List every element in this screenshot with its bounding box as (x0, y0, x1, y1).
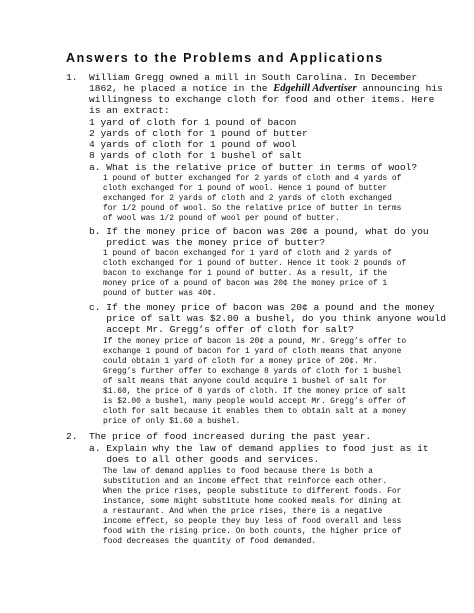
question-2-number: 2. (66, 431, 78, 442)
extract-line: 1 yard of cloth for 1 pound of bacon (89, 117, 297, 128)
answer-1a-line: of wool was 1/2 pound of wool per pound of butter. (103, 214, 340, 223)
question-1c-line: accept Mr. Gregg’s offer of cloth for salt? (89, 324, 354, 335)
answer-2a-line: food with the rising price. On both counts, the higher price of (103, 527, 402, 536)
question-1a-text: a. What is the relative price of butter in terms of wool? (89, 162, 418, 173)
answer-2a-line: income effect, so people they buy less of food overall and less (103, 517, 402, 526)
question-2-line-1: The price of food increased during the past year. (89, 431, 372, 442)
answer-1a-line: for 1/2 pound of wool. So the relative price of butter in terms (103, 204, 402, 213)
question-1-number: 1. (66, 72, 78, 83)
question-2a-line: does to all other goods and services. (89, 454, 320, 465)
question-1c-line: c. If the money price of bacon was 20¢ a pound and the money (89, 302, 435, 313)
question-1b-line: b. If the money price of bacon was 20¢ a pound, what do you (89, 226, 429, 237)
answer-1a-line: exchanged for 2 yards of cloth and 2 yards of cloth exchanged (103, 194, 392, 203)
answer-1c-line: Gregg’s further offer to exchange 8 yards of cloth for 1 bushel (103, 367, 402, 376)
answer-1c-line: could obtain 1 yard of cloth for a money price of 20¢. Mr. (103, 357, 378, 366)
answer-2a-line: a restaurant. And when the price rises, there is a negative (103, 507, 383, 516)
answer-1a-line: 1 pound of butter exchanged for 2 yards of cloth and 4 yards of (103, 174, 402, 183)
answer-2a-line: instance, some might substitute home cooked meals for dining at (103, 497, 402, 506)
question-1-line-2 (89, 83, 443, 94)
answer-1a-line: cloth exchanged for 1 pound of wool. Hence 1 pound of butter (103, 184, 388, 193)
answer-1b-line: cloth exchanged for 1 pound of butter. Hence it took 2 pounds of (103, 259, 407, 268)
newspaper-name: Edgehill Advertiser (273, 83, 357, 94)
extract-line: 4 yards of cloth for 1 pound of wool (89, 139, 297, 150)
answer-2a-line: substitution and an income effect that reinforce each other. (103, 477, 388, 486)
answer-1c-line: cloth for salt because it enables them to obtain salt at a money (103, 407, 407, 416)
page-title: Answers to the Problems and Applications (66, 51, 384, 65)
answer-2a-line: The law of demand applies to food because there is both a (103, 467, 373, 476)
answer-1c-line: exchange 1 pound of bacon for 1 yard of cloth means that anyone (103, 347, 402, 356)
question-1-line-2-start: 1862, he placed a notice in the (89, 83, 274, 94)
question-1-line-2-end: announcing his (356, 83, 443, 94)
question-1-line-1: William Gregg owned a mill in South Carolina. In December (89, 72, 418, 83)
question-1-line-3: willingness to exchange cloth for food and other items. Here (89, 94, 435, 105)
answer-1c-line: $1.60, the price of 8 yards of cloth. If the money price of salt (103, 387, 407, 396)
answer-1b-line: bacon to exchange for 1 pound of butter. As a result, if the (103, 269, 388, 278)
answer-1c-line: is $2.00 a bushel, many people would accept Mr. Gregg’s offer of (103, 397, 407, 406)
answer-1b-line: pound of butter was 40¢. (103, 289, 217, 298)
question-1-line-4: is an extract: (89, 105, 170, 116)
answer-1c-line: of salt means that anyone could acquire 1 bushel of salt for (103, 377, 388, 386)
extract-line: 2 yards of cloth for 1 pound of butter (89, 128, 308, 139)
answer-2a-line: food decreases the quantity of food demanded. (103, 537, 317, 546)
answer-1c-line: If the money price of bacon is 20¢ a pound, Mr. Gregg’s offer to (103, 337, 407, 346)
answer-1b-line: 1 pound of bacon exchanged for 1 yard of cloth and 2 yards of (103, 249, 392, 258)
question-1c-line: price of salt was $2.00 a bushel, do you think anyone would (89, 313, 446, 324)
extract-line: 8 yards of cloth for 1 bushel of salt (89, 150, 303, 161)
answer-2a-line: When the price rises, people substitute to different foods. For (103, 487, 402, 496)
answer-1c-line: price of only $1.60 a bushel. (103, 417, 241, 426)
question-1b-line: predict was the money price of butter? (89, 237, 326, 248)
answer-1b-line: money price of a pound of bacon was 20¢ the money price of 1 (103, 279, 388, 288)
question-2a-line: a. Explain why the law of demand applies to food just as it (89, 443, 429, 454)
